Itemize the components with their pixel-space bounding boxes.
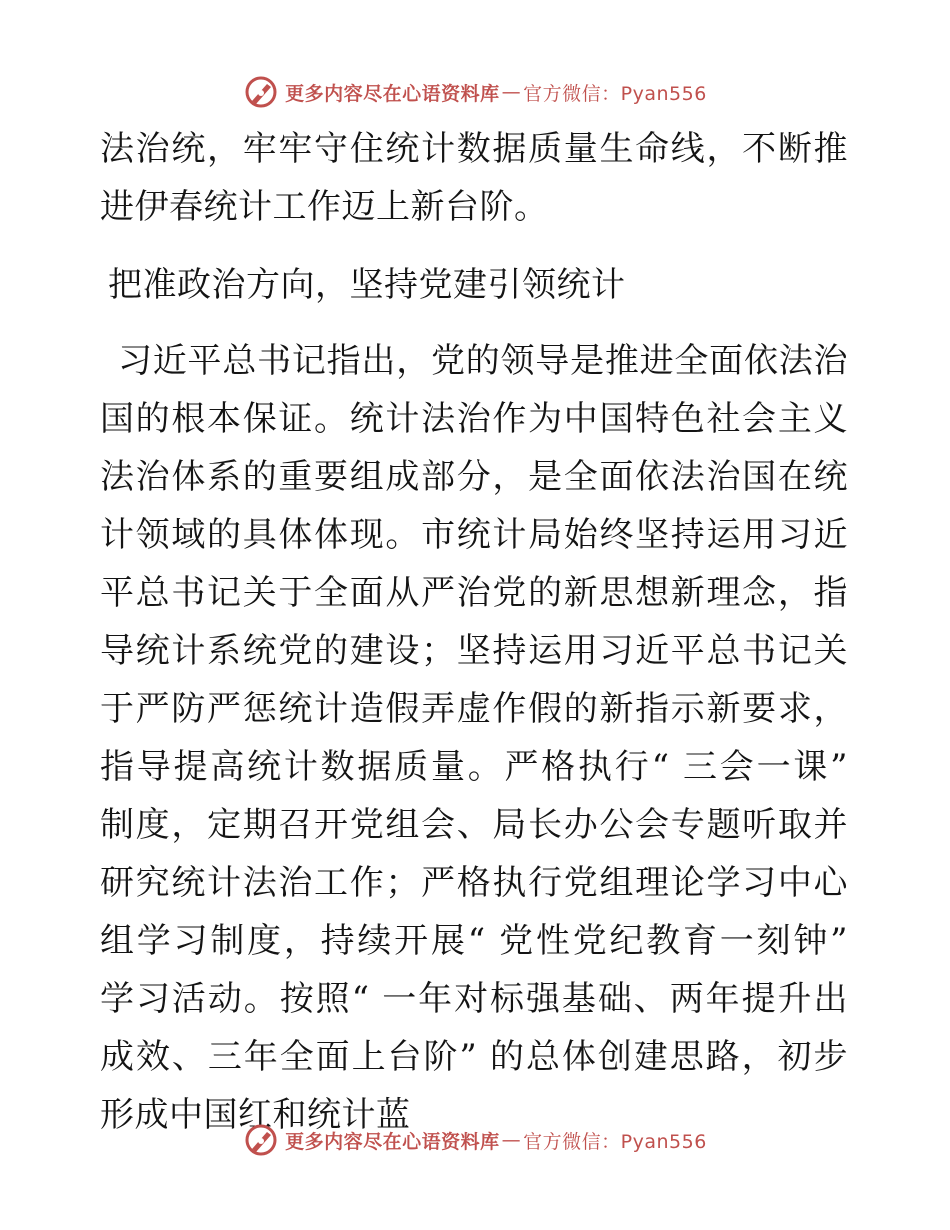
body-paragraph: 习近平总书记指出，党的领导是推进全面依法治国的根本保证。统计法治作为中国特色社会主义法治体系的重要组成部分，是全面依法治国在统计领域的具体体现。市统计局始终坚持运用习近平总书记关于全面从严治党的新思想新理念，指导统计系统党的建设；坚持运用习近平总书记关于严防严惩统计造假弄虚作假的新指示新要求，指导提高统计数据质量。严格执行“ 三会一课” 制度，定期召开党组会、局长办公会专题听取并研究统计法治工作；严格执行党组理论学习中心组学习制度，持续开展“ 党性党纪教育一刻钟” 学习活动。按照“ 一年对标强基础、两年提升出成效、三年全面上台阶” 的总体创建思路，初步形成中国红和统计蓝 xyxy=(100,341,848,1135)
watermark-wechat: 官方微信：Pyan556 xyxy=(523,82,707,105)
lead-paragraph: 法治统，牢牢守住统计数据质量生命线，不断推进伊春统计工作迈上新台阶。 xyxy=(100,129,848,227)
watermark-separator: — xyxy=(501,1129,522,1151)
section-heading: 把准政治方向，坚持党建引领统计 xyxy=(108,265,626,305)
header-watermark xyxy=(0,72,950,112)
pen-circle-icon xyxy=(243,74,279,110)
watermark-wechat: 官方微信：Pyan556 xyxy=(523,1130,707,1153)
watermark-text: 更多内容尽在心语资料库 xyxy=(285,1130,500,1153)
watermark-text: 更多内容尽在心语资料库 xyxy=(285,82,500,105)
document-body xyxy=(100,120,848,1144)
watermark-separator: — xyxy=(501,81,522,103)
pen-circle-icon xyxy=(243,1122,279,1158)
footer-watermark xyxy=(0,1120,950,1160)
